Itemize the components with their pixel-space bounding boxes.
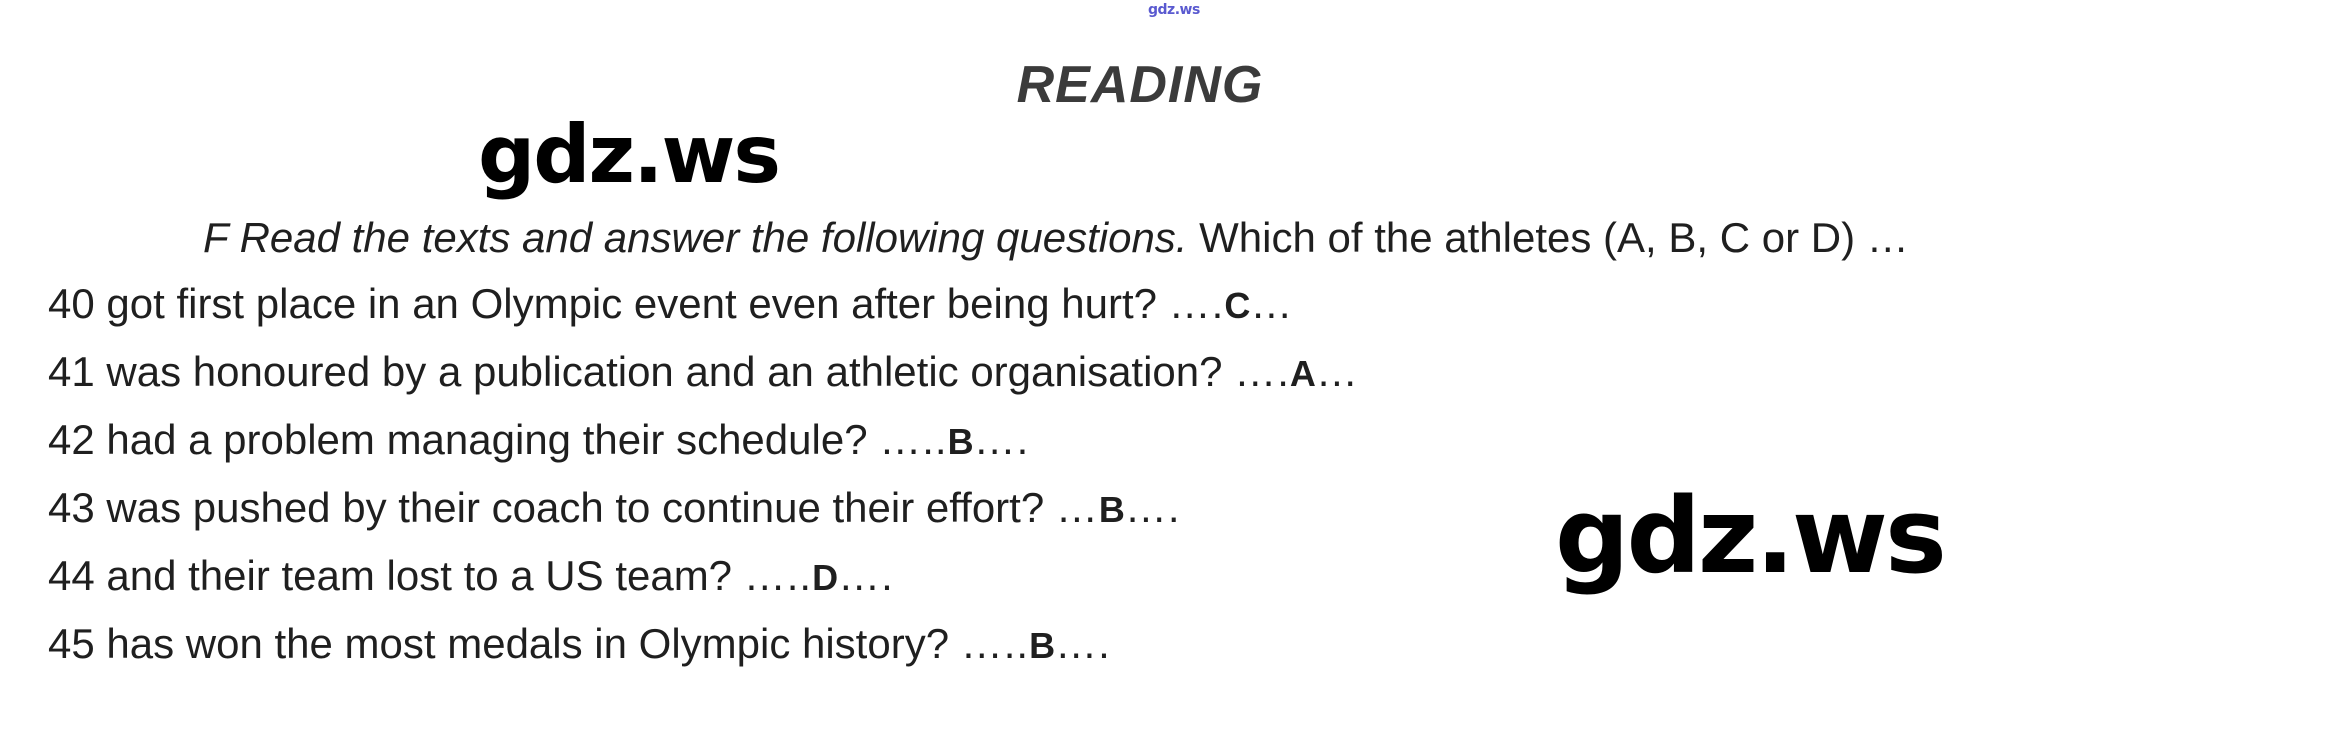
answer-trail-dots: … (1315, 348, 1359, 395)
page-title: READING (1016, 56, 1264, 114)
question-number: 45 (48, 620, 95, 667)
answer-lead-dots: … (1055, 484, 1099, 531)
list-item (48, 339, 2298, 407)
list-item (48, 475, 2298, 543)
question-number: 40 (48, 280, 95, 327)
question-text: has won the most medals in Olympic history? (106, 620, 950, 667)
watermark-large-bottom: gdz.ws (1555, 475, 1944, 597)
answer-lead-dots: ….. (743, 552, 813, 599)
watermark-tiny: gdz.ws (1148, 2, 1200, 18)
instruction-emphasis: F Read the texts and answer the following questions. (203, 214, 1188, 261)
answer-value: C (1224, 285, 1251, 326)
answer-value: A (1289, 353, 1316, 394)
answer-value: B (1029, 625, 1056, 666)
question-number: 41 (48, 348, 95, 395)
question-number: 43 (48, 484, 95, 531)
question-text: had a problem managing their schedule? (106, 416, 868, 463)
list-item (48, 271, 2298, 339)
answer-value: B (947, 421, 974, 462)
answer-trail-dots: …. (1124, 484, 1181, 531)
question-number: 44 (48, 552, 95, 599)
question-text: got first place in an Olympic event even after being hurt? (106, 280, 1157, 327)
watermark-large-top: gdz.ws (478, 108, 780, 201)
question-text: was pushed by their coach to continue their effort? (106, 484, 1045, 531)
question-list (48, 271, 2298, 679)
instruction-rest: Which of the athletes (A, B, C or D) … (1187, 214, 1909, 261)
question-text: and their team lost to a US team? (106, 552, 733, 599)
answer-lead-dots: …. (1234, 348, 1290, 395)
reading-exercise-body (48, 205, 2298, 679)
page-title-container (960, 55, 1320, 115)
answer-value: D (812, 557, 839, 598)
list-item (48, 611, 2298, 679)
answer-trail-dots: …. (973, 416, 1030, 463)
answer-value: B (1098, 489, 1125, 530)
exercise-instruction (48, 205, 2298, 271)
answer-lead-dots: ….. (960, 620, 1030, 667)
list-item (48, 543, 2298, 611)
answer-trail-dots: …. (838, 552, 894, 599)
list-item (48, 407, 2298, 475)
answer-trail-dots: … (1250, 280, 1294, 327)
answer-lead-dots: ….. (879, 416, 948, 463)
question-text: was honoured by a publication and an athletic organisation? (106, 348, 1223, 395)
answer-trail-dots: …. (1055, 620, 1111, 667)
question-number: 42 (48, 416, 95, 463)
answer-lead-dots: …. (1168, 280, 1225, 327)
